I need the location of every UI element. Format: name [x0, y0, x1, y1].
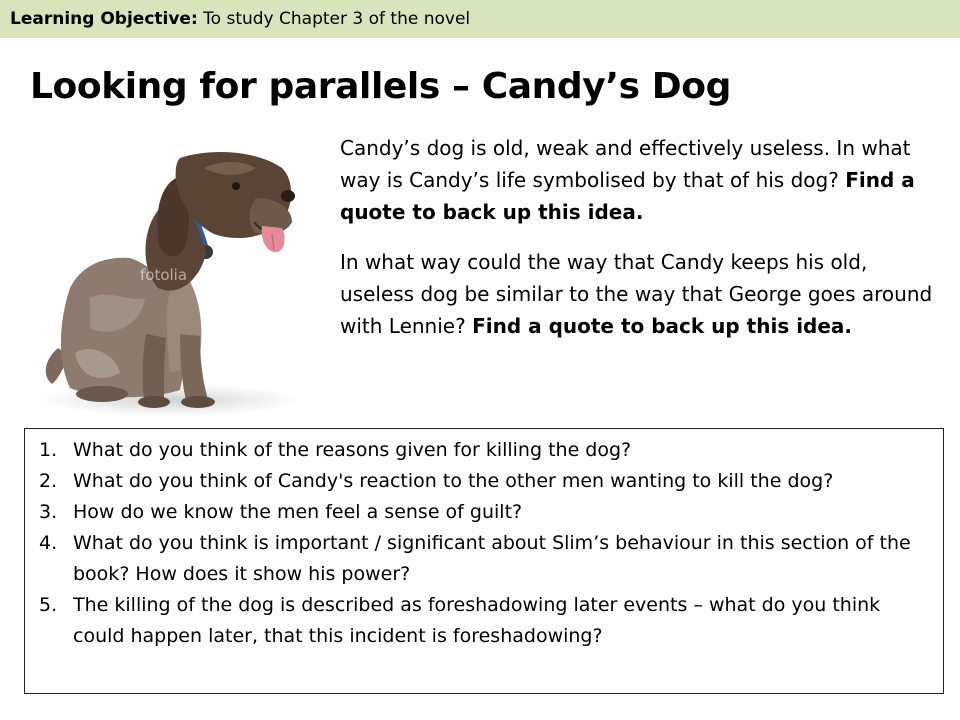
questions-box	[24, 428, 944, 694]
question-text: How do we know the men feel a sense of guilt?	[73, 501, 523, 523]
learning-objective-label: Learning Objective:	[10, 9, 198, 29]
learning-objective-banner	[0, 0, 960, 38]
watermark-text: fotolia	[140, 266, 188, 284]
paragraph-2-text: In what way could the way that Candy keeps his old, useless dog be similar to the way that George goes around with Lennie?	[340, 250, 933, 338]
discussion-text	[340, 132, 940, 360]
question-number: 3.	[39, 501, 58, 523]
question-item	[39, 528, 933, 590]
question-number: 2.	[39, 470, 58, 492]
questions-list	[39, 435, 933, 652]
paragraph-1	[340, 132, 940, 228]
question-item	[39, 435, 933, 466]
dog-illustration	[30, 138, 320, 428]
question-text: What do you think of the reasons given for killing the dog?	[73, 439, 632, 461]
paragraph-2-instruction: Find a quote to back up this idea.	[472, 314, 853, 338]
question-number: 5.	[39, 594, 58, 616]
question-text: What do you think is important / significant about Slim’s behaviour in this section of the book? How does it show his power?	[73, 532, 911, 585]
paragraph-2	[340, 246, 940, 342]
slide-title: Looking for parallels – Candy’s Dog	[30, 66, 731, 107]
question-item	[39, 466, 933, 497]
paragraph-1-text: Candy’s dog is old, weak and effectively useless. In what way is Candy’s life symbolised by that of his dog?	[340, 136, 911, 192]
learning-objective-text: To study Chapter 3 of the novel	[203, 9, 471, 29]
question-text: The killing of the dog is described as foreshadowing later events – what do you think could happen later, that this incident is foreshadowing?	[73, 594, 881, 647]
dog-image	[30, 138, 320, 428]
question-number: 1.	[39, 439, 58, 461]
question-text: What do you think of Candy's reaction to the other men wanting to kill the dog?	[73, 470, 834, 492]
question-item	[39, 590, 933, 652]
question-number: 4.	[39, 532, 58, 554]
question-item	[39, 497, 933, 528]
paragraph-1-instruction: Find a quote to back up this idea.	[340, 168, 915, 224]
